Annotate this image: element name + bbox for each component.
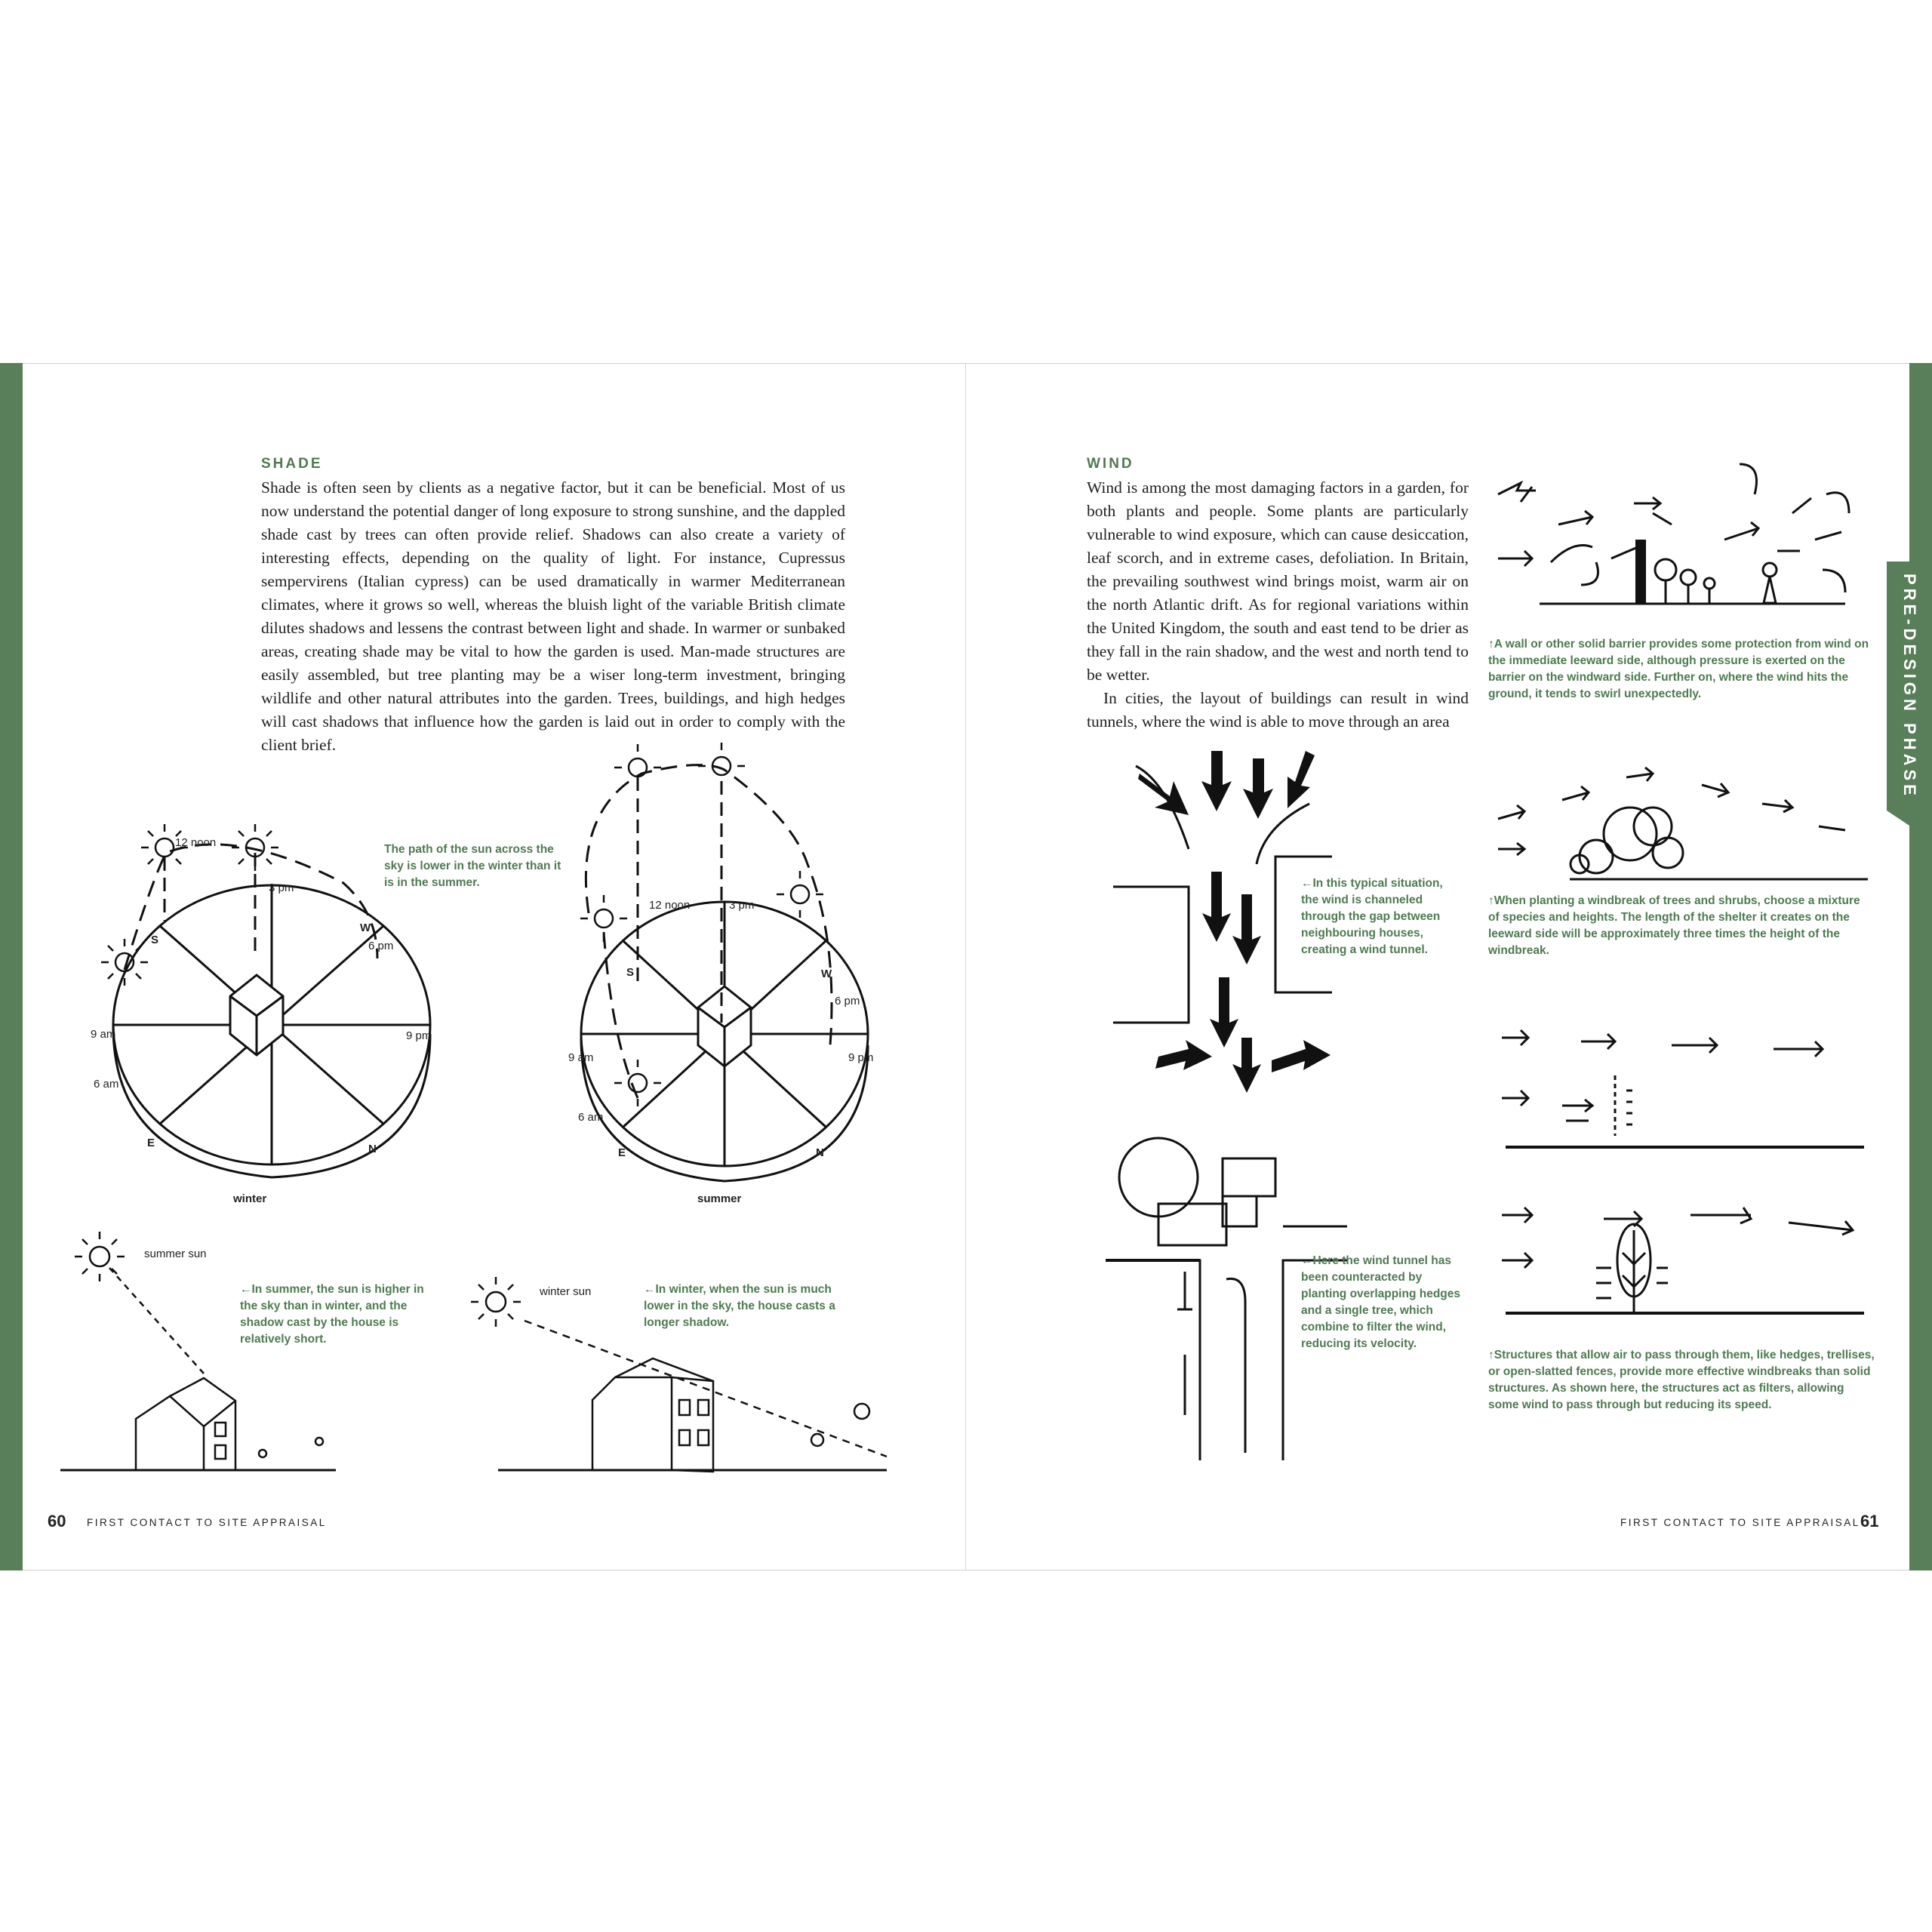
left-folio: 60 (48, 1512, 66, 1531)
winter-9pm-label: 9 pm (406, 1029, 432, 1042)
shade-heading: SHADE (261, 456, 323, 472)
winter-6pm-label: 6 pm (368, 940, 394, 952)
windbreak-sketch (1498, 770, 1868, 883)
summer-diagram-title: summer (697, 1192, 742, 1205)
winter-n-label: N (368, 1143, 377, 1155)
sun-path-caption: The path of the sun across the sky is lower in the winter than it is in the summer. (384, 843, 561, 889)
winter-e-label: E (147, 1137, 155, 1149)
winter-shadow-caption: ←In winter, when the sun is much lower in the sky, the house casts a longer shadow. (644, 1283, 835, 1329)
winter-sun-path-diagram (83, 808, 438, 1185)
wind-paragraph-1: Wind is among the most damaging factors in a garden, for both plants and people. Some plants are particularly vulnerable to wind exposure, which can cause desiccation, leaf scorch, and in extreme cases, defoliation. In Britain, the prevailing southwest wind brings moist, warm air on the north Atlantic drift. As for regional variations within the United Kingdom, the south and east tend to be drier as they fall in the rain shadow, and the west and north tend to be wetter. (1087, 478, 1469, 684)
winter-w-label: W (360, 921, 371, 934)
wind-body (1087, 476, 1469, 734)
summer-n-label: N (816, 1146, 824, 1159)
left-green-edge (0, 363, 23, 1571)
right-folio: 61 (1860, 1512, 1879, 1531)
shade-paragraph: Shade is often seen by clients as a negative factor, but it can be beneficial. Most of us now understand the potential danger of long exposure to strong sunshine, and the dappled shade cast by trees can often provide relief. Shadows can also create a variety of interesting effects, depending on the quality of light. For instance, Cupressus sempervirens (Italian cypress) can be used dramatically in warmer Mediterranean climates, where it grows so well, whereas the bluish light of the variable British climate dilutes shadows and lessens the contrast between light and shade. In warmer or sunbaked areas, creating shade may be vital to how the garden is used. Man-made structures are easily assembled, but tree planting may be a wiser long-term investment, bringing wildlife and other natural attributes into the garden. Trees, buildings, and high hedges will cast shadows that influence how the garden is laid out in order to comply with the client brief. (261, 478, 845, 754)
tunnel-caption: ←In this typical situation, the wind is channeled through the gap between neighbouring houses, creating a wind tunnel. (1301, 877, 1443, 956)
summer-9am-label: 9 am (568, 1051, 594, 1064)
wall-caption: ↑A wall or other solid barrier provides some protection from wind on the immediate leeward side, although pressure is exerted on the barrier on the windward side. Further on, where the wind hits the ground, it tends to swirl unexpectedly. (1488, 638, 1869, 700)
summer-6pm-label: 6 pm (835, 995, 860, 1008)
right-running-head: FIRST CONTACT TO SITE APPRAISAL (1620, 1517, 1860, 1528)
shade-body (261, 476, 845, 757)
left-running-head: FIRST CONTACT TO SITE APPRAISAL (87, 1517, 327, 1528)
summer-6am-label: 6 am (578, 1111, 604, 1124)
winter-sun-label: winter sun (540, 1285, 592, 1298)
summer-e-label: E (618, 1146, 626, 1159)
summer-w-label: W (821, 968, 832, 980)
winter-diagram-title: winter (233, 1192, 267, 1205)
summer-9pm-label: 9 pm (848, 1051, 874, 1064)
summer-noon-label: 12 noon (649, 899, 691, 912)
winter-noon-label: 12 noon (175, 836, 217, 849)
summer-3pm-label: 3 pm (729, 899, 755, 912)
page-gutter (965, 363, 966, 1571)
counteracted-caption: ←Here the wind tunnel has been counteracted by planting overlapping hedges and a single tree, which combine to filter the wind, reducing its velocity. (1301, 1254, 1460, 1350)
wind-paragraph-2: In cities, the layout of buildings can result in wind tunnels, where the wind is able to move through an area (1087, 689, 1469, 731)
summer-sun-label: summer sun (144, 1247, 207, 1260)
wind-heading: WIND (1087, 456, 1134, 472)
summer-s-label: S (626, 966, 635, 979)
winter-s-label: S (151, 934, 159, 946)
winter-3pm-label: 3 pm (269, 881, 294, 894)
summer-shadow-sketch (60, 1230, 340, 1479)
winter-9am-label: 9 am (91, 1028, 116, 1041)
wind-tunnel-sketch (1113, 743, 1332, 1106)
right-green-edge (1909, 363, 1932, 1571)
filters-caption: ↑Structures that allow air to pass through them, like hedges, trellises, or open-slatted fences, provide more effective windbreaks than solid structures. As shown here, the structures act as filters, allowing some wind to pass through but reducing its speed. (1488, 1349, 1875, 1411)
summer-shadow-caption: ←In summer, the sun is higher in the sky than in winter, and the shadow cast by the house is relatively short. (240, 1283, 424, 1346)
solid-barrier-sketch (1498, 1023, 1868, 1151)
wall-wind-sketch (1491, 449, 1860, 626)
filter-barrier-sketch (1498, 1200, 1868, 1317)
windbreak-caption: ↑When planting a windbreak of trees and shrubs, choose a mixture of species and heights. The length of the shelter it creates on the leeward side will be approximately three times the height of the windbreak. (1488, 894, 1860, 957)
section-tab-label: PRE-DESIGN PHASE (1900, 573, 1919, 799)
winter-6am-label: 6 am (94, 1078, 119, 1091)
